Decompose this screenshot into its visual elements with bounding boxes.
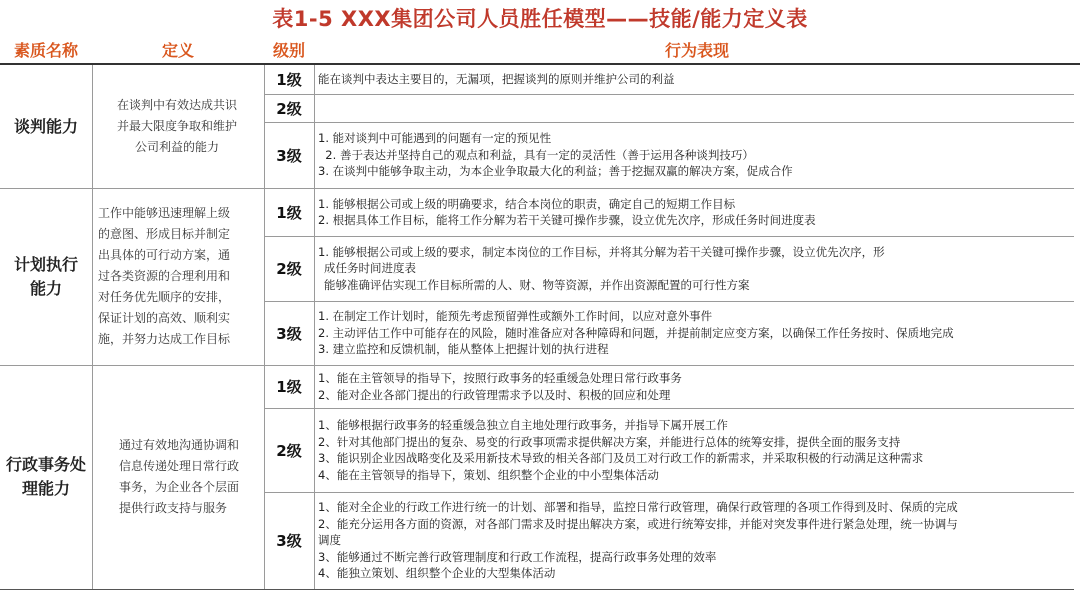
behavior-item: 1、能对全企业的行政工作进行统一的计划、部署和指导，监控日常行政管理，确保行政管理的各项工作得到及时、保质的完成: [318, 500, 958, 515]
behavior-item: 能在谈判中表达主要目的，无漏项，把握谈判的原则并维护公司的利益: [318, 72, 675, 87]
competency-name-text: 行政事务处理能力: [6, 455, 87, 498]
definition-line: 的意图、形成目标并制定: [98, 227, 231, 241]
definition-line: 信息传递处理日常行政: [118, 459, 239, 473]
competency-name-text: 谈判能力: [13, 116, 78, 136]
level-label: 1级: [276, 71, 302, 89]
behavior-item: 4、能在主管领导的指导下，策划、组织整个企业的中小型集体活动: [318, 467, 659, 482]
behavior-item: 1. 能够根据公司或上级的明确要求，结合本岗位的职责，确定自己的短期工作目标: [318, 196, 736, 211]
behavior-item: 1、能在主管领导的指导下，按照行政事务的轻重缓急处理日常行政事务: [318, 371, 682, 385]
definition-line: 工作中能够迅速理解上级: [98, 206, 231, 220]
definition-line: 施，并努力达成工作目标: [98, 332, 231, 346]
behavior-item: 4、能独立策划、组织整个企业的大型集体活动: [318, 566, 556, 581]
definition-line: 出具体的可行动方案，通: [98, 248, 231, 262]
behavior-item: 成任务时间进度表: [324, 261, 416, 276]
definition-line: 保证计划的高效、顺利实: [98, 311, 231, 325]
behavior-item: 3. 在谈判中能够争取主动，为本企业争取最大化的利益；善于挖掘双赢的解决方案，促成合作: [318, 164, 793, 179]
behavior-item: 2、能对企业各部门提出的行政管理需求予以及时、积极的回应和处理: [318, 387, 671, 402]
behavior-item: 能够准确评估实现工作目标所需的人、财、物等资源，并作出资源配置的可行性方案: [324, 277, 750, 292]
column-divider: [314, 65, 315, 589]
behavior-item: 2、针对其他部门提出的复杂、易变的行政事项需求提供解决方案，并能进行总体的统筹安排，提供全面的服务支持: [318, 434, 901, 449]
behavior-item: 2. 主动评估工作中可能存在的风险，随时准备应对各种障碍和问题，并提前制定应变方案，以确保工作任务按时、保质地完成: [318, 325, 954, 340]
definition-line: 提供行政支持与服务: [118, 501, 227, 515]
behavior-cell: [318, 188, 1070, 236]
behavior-item: 3、能够通过不断完善行政管理制度和行政工作流程，提高行政事务处理的效率: [318, 549, 717, 564]
competency-definition: [94, 365, 260, 589]
behavior-cell: [318, 65, 1070, 94]
competency-name: [0, 65, 92, 188]
column-divider: [92, 65, 93, 589]
competency-name: [0, 188, 92, 365]
behavior-cell: [318, 122, 1070, 188]
definition-line: 对任务优先顺序的安排，: [98, 290, 231, 304]
level-label: 1级: [276, 378, 302, 396]
competency-definition: [94, 65, 260, 188]
behavior-cell: [318, 492, 1070, 589]
competency-definition: [94, 188, 260, 365]
competency-name-text: 计划执行能力: [14, 254, 79, 298]
definition-line: 在谈判中有效达成共识: [116, 98, 237, 112]
level-label: 3级: [276, 324, 302, 343]
definition-line: 公司利益的能力: [134, 140, 219, 154]
level-label: 1级: [276, 203, 302, 222]
definition-line: 通过有效地沟通协调和: [118, 438, 239, 452]
behavior-cell-empty: [318, 94, 1070, 122]
header-behavior: 行为表现: [314, 38, 1080, 65]
header-definition: 定义: [92, 38, 264, 65]
behavior-item: 3. 建立监控和反馈机制，能从整体上把握计划的执行进程: [318, 342, 609, 357]
behavior-item: 1. 在制定工作计划时，能预先考虑预留弹性或额外工作时间，以应对意外事件: [318, 309, 713, 324]
table-bottom-border: [0, 589, 1074, 590]
header-competency-name: 素质名称: [0, 38, 92, 65]
definition-line: 过各类资源的合理利用和: [98, 269, 231, 283]
level-label: 3级: [276, 532, 302, 550]
behavior-item: 调度: [318, 533, 341, 548]
definition-line: 事务，为企业各个层面: [118, 480, 239, 494]
behavior-item: 2、能充分运用各方面的资源，对各部门需求及时提出解决方案，或进行统筹安排，并能对突发事件进行紧急处理，统一协调与: [318, 516, 958, 531]
behavior-item: 3、能识别企业因战略变化及采用新技术导致的相关各部门及员工对行政工作的新需求，并采取积极的行动满足这种需求: [318, 451, 924, 465]
behavior-cell: [318, 236, 1070, 301]
behavior-cell: [318, 408, 1070, 492]
behavior-item: 1、能够根据行政事务的轻重缓急独立自主地处理行政事务，并指导下属开展工作: [318, 418, 728, 432]
behavior-cell: [318, 365, 1070, 408]
level-label: 2级: [276, 441, 302, 460]
level-label: 2级: [276, 260, 302, 278]
definition-line: 并最大限度争取和维护: [116, 119, 237, 133]
level-label: 3级: [276, 146, 302, 165]
behavior-item: 2. 善于表达并坚持自己的观点和利益，具有一定的灵活性（善于运用各种谈判技巧）: [318, 147, 754, 162]
header-level: 级别: [264, 38, 314, 65]
competency-name: [0, 365, 92, 589]
behavior-item: 2. 根据具体工作目标，能将工作分解为若干关键可操作步骤，设立优先次序，形成任务时间进度表: [318, 213, 816, 227]
behavior-item: 1. 能对谈判中可能遇到的问题有一定的预见性: [318, 131, 552, 146]
level-label: 2级: [276, 99, 302, 118]
behavior-cell: [318, 301, 1070, 365]
behavior-item: 1. 能够根据公司或上级的要求，制定本岗位的工作目标，并将其分解为若干关键可操作步骤，设立优先次序，形: [318, 244, 885, 259]
table-title: 表1-5 XXX集团公司人员胜任模型——技能/能力定义表: [272, 7, 808, 31]
